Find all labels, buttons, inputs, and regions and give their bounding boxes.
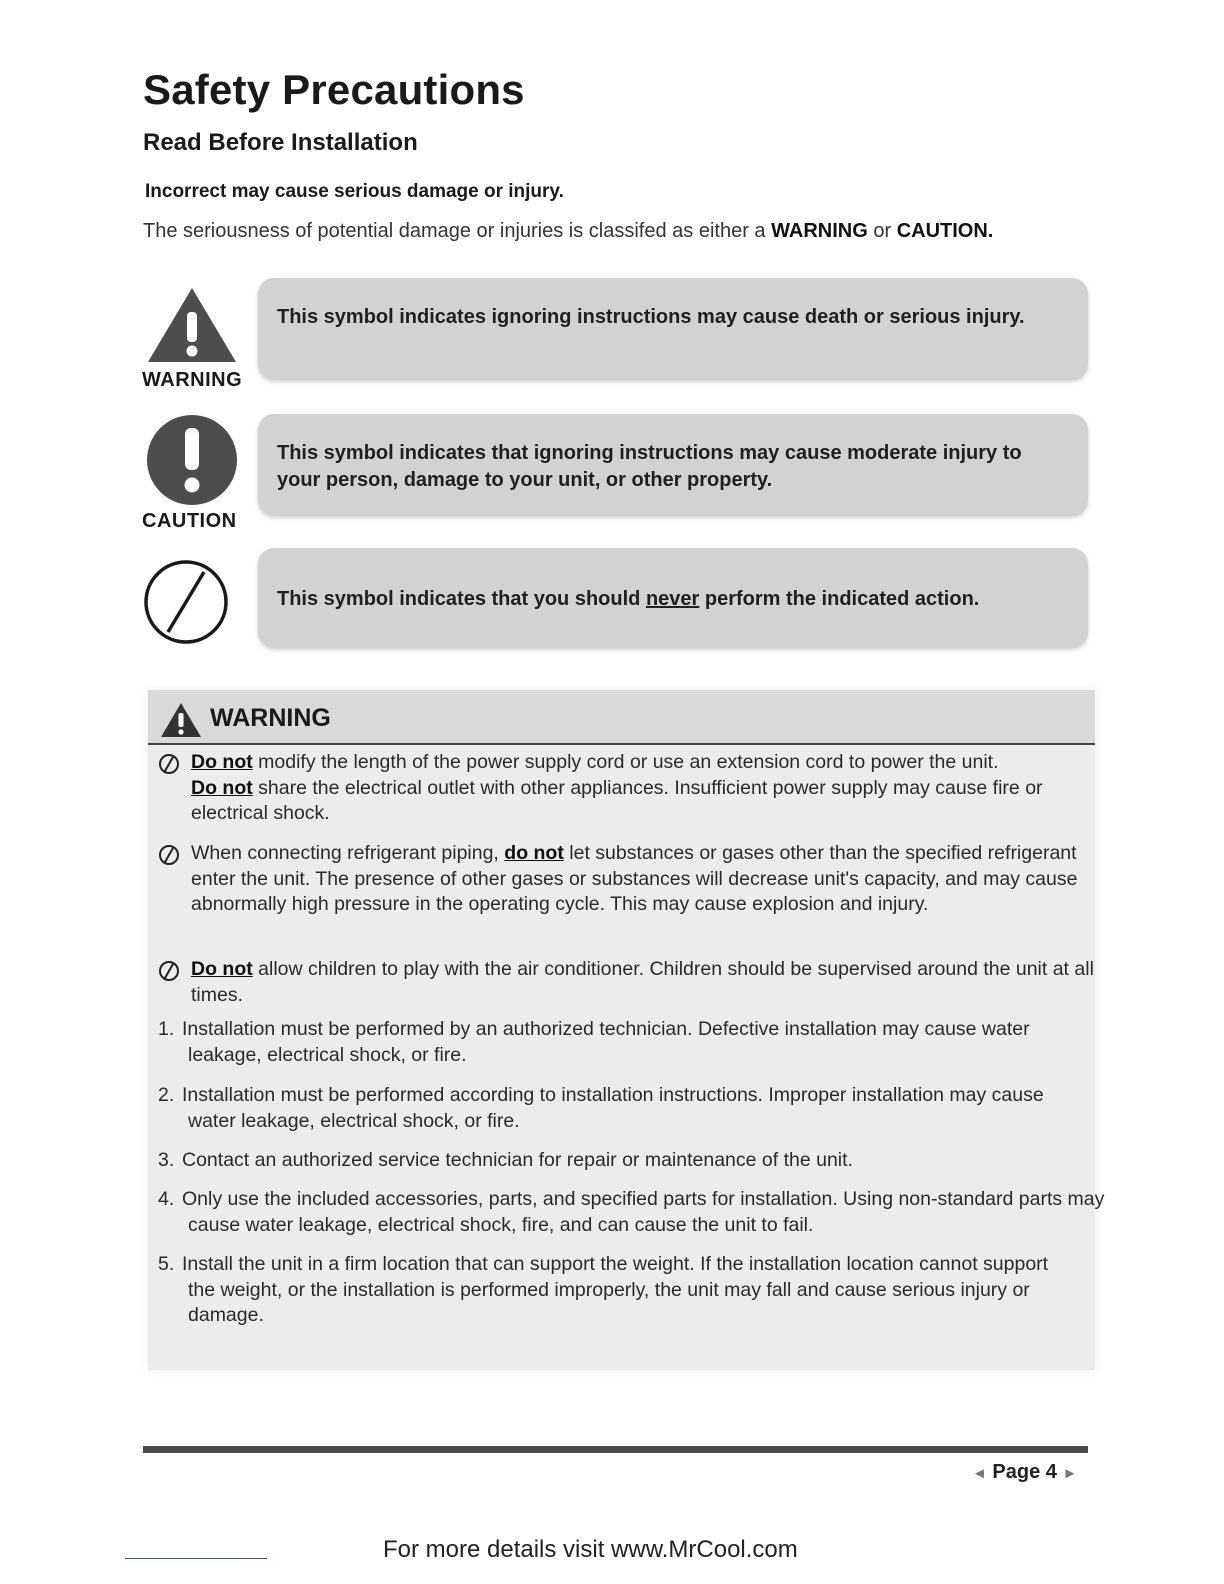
never-text-never: never <box>645 588 700 610</box>
bottom-divider <box>143 1446 1088 1453</box>
warning-triangle-icon <box>146 286 238 364</box>
item-number: 4. <box>158 1188 175 1210</box>
next-page-icon[interactable]: ► <box>1062 1465 1078 1482</box>
prohibition-rest: let substances or gases other than the specified refrigerant enter the unit. The presence of other gases or substances will decrease unit's capacity, and may cause abnormally high pressure in the operating cycle. This may cause explosion and injury. <box>191 842 1078 915</box>
prohibition-lead: do not <box>504 842 564 864</box>
prohibition-rest-2: share the electrical outlet with other appliances. Insufficient power supply may cause fire or electrical shock. <box>191 776 1043 824</box>
caution-exclamation-icon <box>146 414 238 506</box>
footer-underline <box>125 1558 267 1559</box>
prohibition-rest: allow children to play with the air conditioner. Children should be supervised around the unit at all times. <box>191 958 1094 1006</box>
page-title: Safety Precautions <box>143 66 525 113</box>
numbered-item <box>158 1148 1108 1174</box>
prohibited-small-icon <box>158 753 180 775</box>
item-text: Contact an authorized service technician for repair or maintenance of the unit. <box>182 1149 853 1171</box>
numbered-item <box>158 1017 1078 1068</box>
warning-panel-title: WARNING <box>210 704 331 732</box>
intro-caution: CAUTION. <box>896 220 994 242</box>
numbered-item <box>158 1252 1078 1329</box>
intro-paragraph <box>143 220 993 243</box>
caution-symbol-text: This symbol indicates that ignoring instructions may cause moderate injury to your person, damage to your unit, or other property. <box>277 442 1022 491</box>
prohibition-lead: Do not <box>191 751 253 773</box>
item-text: Install the unit in a firm location that can support the weight. If the installation location cannot support the weight, or the installation is performed improperly, the unit may fall and cause serious injury or damage. <box>182 1253 1049 1326</box>
section-subtitle: Read Before Installation <box>143 129 418 156</box>
page-indicator <box>972 1461 1077 1484</box>
numbered-item <box>158 1187 1118 1238</box>
warning-panel-triangle-icon <box>160 702 202 738</box>
footer-link-text[interactable]: For more details visit www.MrCool.com <box>383 1536 798 1563</box>
prohibited-icon <box>142 558 230 646</box>
warning-symbol-box <box>258 278 1088 380</box>
intro-pre: The seriousness of potential damage or injuries is classifed as either a <box>143 220 772 242</box>
prev-page-icon[interactable]: ◄ <box>972 1465 987 1482</box>
prohibition-rest: modify the length of the power supply cord or use an extension cord to power the unit. <box>252 751 999 773</box>
item-number: 5. <box>158 1253 175 1275</box>
item-number: 2. <box>158 1084 175 1106</box>
prohibited-small-icon <box>158 844 180 866</box>
caution-symbol-box <box>258 414 1088 516</box>
never-symbol-box <box>258 548 1088 648</box>
incorrect-notice: Incorrect may cause serious damage or injury. <box>145 181 564 202</box>
warning-symbol-label: WARNING <box>142 369 243 391</box>
never-text-post: perform the indicated action. <box>699 588 980 610</box>
prohibition-item <box>158 957 1098 1008</box>
item-number: 1. <box>158 1018 175 1040</box>
intro-or: or <box>867 220 897 242</box>
item-number: 3. <box>158 1149 175 1171</box>
item-text: Only use the included accessories, parts, and specified parts for installation. Using non-standard parts may cause water leakage, electrical shock, fire, and can cause the unit to fail. <box>182 1188 1105 1236</box>
prohibition-item <box>158 841 1098 918</box>
caution-symbol-label: CAUTION <box>142 510 237 532</box>
prohibited-small-icon <box>158 960 180 982</box>
prohibition-lead-2: Do not <box>191 776 253 799</box>
numbered-item <box>158 1083 1088 1134</box>
prohibition-pre: When connecting refrigerant piping, <box>191 842 505 864</box>
warning-symbol-text: This symbol indicates ignoring instructions may cause death or serious injury. <box>277 306 1025 328</box>
intro-warning: WARNING <box>771 220 868 242</box>
prohibition-item <box>158 750 1098 827</box>
item-text: Installation must be performed according to installation instructions. Improper installation may cause water leakage, electrical shock, or fire. <box>182 1084 1044 1132</box>
page-label: Page 4 <box>992 1461 1057 1483</box>
item-text: Installation must be performed by an authorized technician. Defective installation may cause water leakage, electrical shock, or fire. <box>182 1018 1030 1066</box>
prohibition-lead: Do not <box>191 958 253 980</box>
never-text-pre: This symbol indicates that you should <box>277 588 646 610</box>
